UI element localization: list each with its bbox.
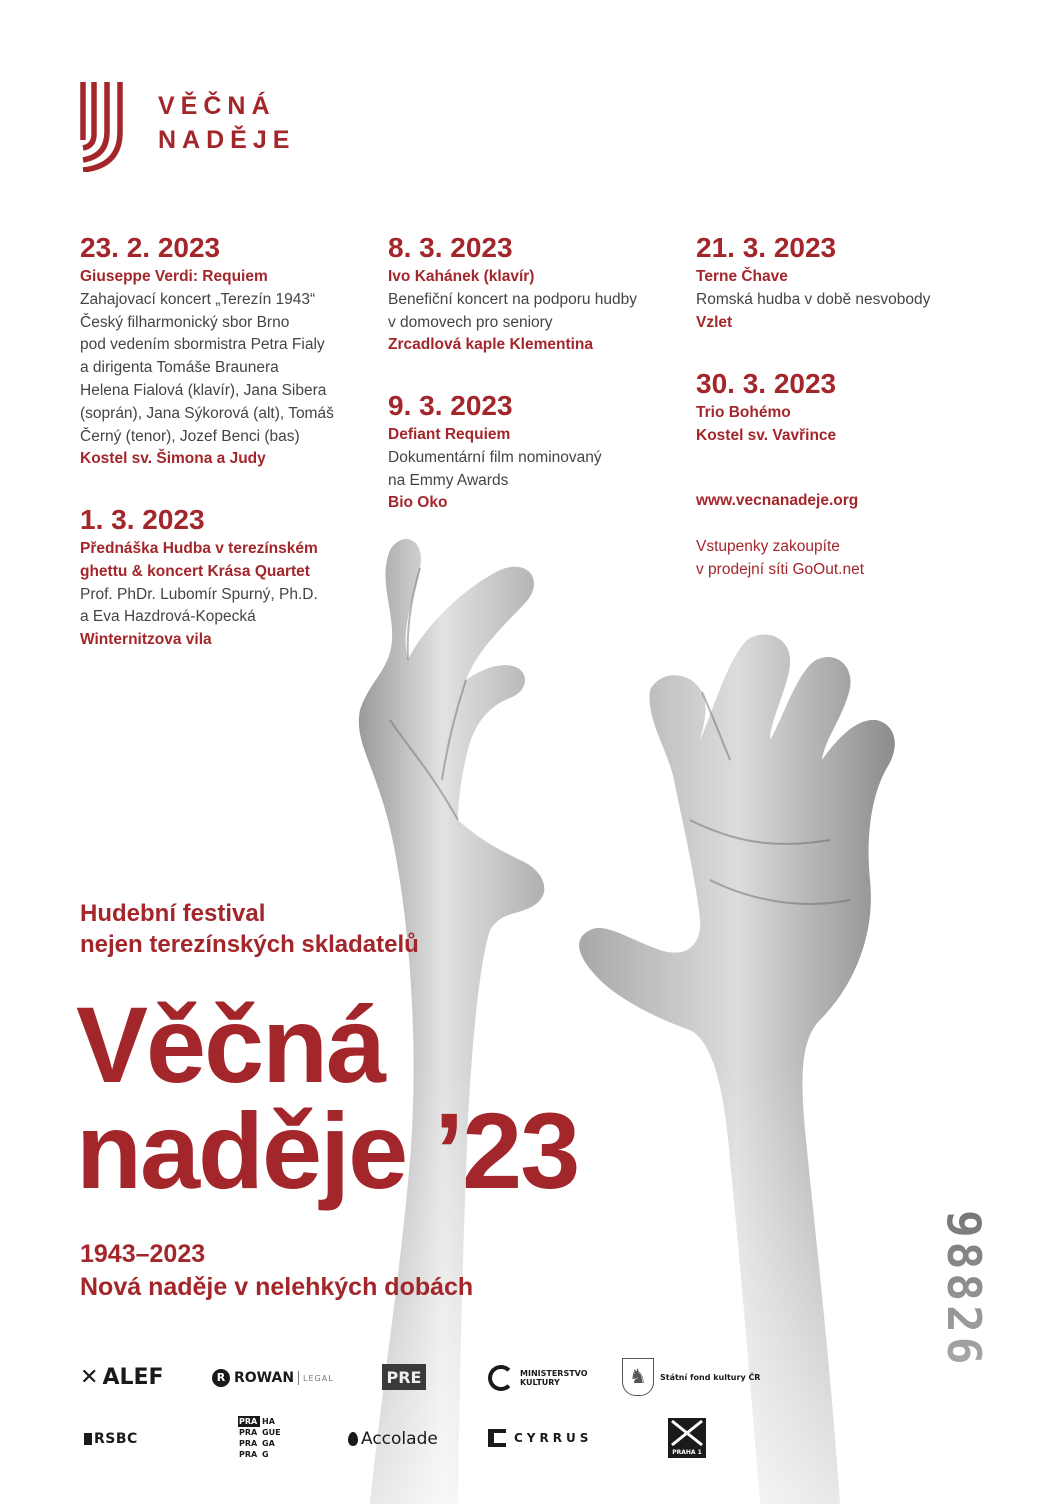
event-5 — [696, 232, 996, 334]
event-desc-line: Dokumentární film nominovaný — [388, 448, 602, 466]
event-date: 23. 2. 2023 — [80, 232, 221, 263]
sponsor-accolade — [348, 1428, 438, 1450]
logo-text-line1: VĚČNÁ — [158, 92, 276, 120]
event-3 — [388, 232, 688, 357]
years-range: 1943–2023 — [80, 1240, 206, 1268]
festival-title — [76, 984, 579, 1211]
sponsor-rowan — [212, 1364, 334, 1392]
rowan-divider — [298, 1371, 299, 1385]
event-date: 9. 3. 2023 — [388, 390, 513, 421]
sponsor-alef — [80, 1362, 164, 1392]
title-line1: Věčná — [76, 984, 385, 1105]
tickets-line: Vstupenky zakoupíte — [696, 538, 840, 555]
event-title: Giuseppe Verdi: Requiem — [80, 268, 268, 285]
ministerstvo-line1: MINISTERSTVO — [520, 1369, 588, 1378]
czech-lion-icon: ♞ — [622, 1358, 654, 1396]
event-title: Přednáška Hudba v terezínském — [80, 540, 318, 557]
accolade-label: Accolade — [361, 1429, 438, 1449]
ministerstvo-line2: KULTURY — [520, 1378, 560, 1387]
sponsor-cyrrus — [488, 1428, 592, 1448]
event-date: 8. 3. 2023 — [388, 232, 513, 263]
event-title: Ivo Kahánek (klavír) — [388, 268, 535, 285]
sponsor-prague-grid — [238, 1416, 282, 1462]
event-venue: Vzlet — [696, 313, 733, 331]
event-title: Terne Čhave — [696, 268, 788, 285]
subtitle-line1: Hudební festival — [80, 900, 266, 927]
event-desc-line: Helena Fialová (klavír), Jana Sibera — [80, 381, 327, 399]
event-desc-line: a dirigenta Tomáše Braunera — [80, 359, 279, 377]
logo-mark-icon — [80, 82, 134, 172]
festival-years — [80, 1238, 473, 1304]
event-date: 30. 3. 2023 — [696, 368, 837, 399]
rowan-circle-icon: R — [212, 1369, 230, 1387]
sfk-label: Státní fond kultury ČR — [660, 1372, 761, 1382]
event-date: 1. 3. 2023 — [80, 504, 205, 535]
accolade-drop-icon — [348, 1432, 358, 1446]
sponsor-rsbc — [84, 1430, 138, 1448]
event-venue: Zrcadlová kaple Klementina — [388, 336, 594, 354]
rsbc-label: RSBC — [94, 1431, 138, 1447]
sponsor-praha1 — [668, 1418, 706, 1458]
ministerstvo-c-icon — [488, 1365, 514, 1391]
event-title: ghettu & koncert Krása Quartet — [80, 562, 310, 580]
sponsor-ministerstvo — [488, 1362, 588, 1394]
praha1-label: PRAHA 1 — [672, 1449, 702, 1456]
event-desc-line: v domovech pro seniory — [388, 313, 553, 331]
event-date: 21. 3. 2023 — [696, 232, 837, 263]
rsbc-mark-icon — [84, 1433, 92, 1445]
event-venue: Bio Oko — [388, 494, 448, 512]
praha-grid-cell: G — [262, 1450, 269, 1459]
alef-label: ALEF — [102, 1364, 164, 1390]
sponsor-sfk — [622, 1356, 760, 1398]
website-link[interactable]: www.vecnanadeje.org — [696, 492, 859, 509]
pre-label: PRE — [386, 1367, 422, 1387]
event-desc-line: Prof. PhDr. Lubomír Spurný, Ph.D. — [80, 585, 318, 603]
event-desc-line: a Eva Hazdrová-Kopecká — [80, 608, 256, 626]
praha-grid-cell: PRA — [239, 1439, 258, 1448]
event-desc-line: (soprán), Jana Sýkorová (alt), Tomáš — [80, 404, 334, 422]
tickets-block — [696, 536, 996, 582]
event-title: Trio Bohémo — [696, 404, 791, 421]
sponsor-pre — [382, 1364, 426, 1390]
event-6 — [696, 368, 996, 448]
subtitle-line2: nejen terezínských skladatelů — [80, 931, 419, 958]
praha-grid-cell: PRA — [239, 1450, 258, 1459]
logo-text-line2: NADĚJE — [158, 126, 296, 154]
event-desc-line: Zahajovací koncert „Terezín 1943“ — [80, 290, 316, 308]
praha-grid-cell: PRA — [239, 1428, 258, 1437]
tickets-line: v prodejní síti GoOut.net — [696, 560, 865, 578]
event-venue: Winternitzova vila — [80, 631, 212, 649]
event-4 — [388, 390, 688, 515]
website-block — [696, 490, 996, 513]
cyrrus-mark-icon — [488, 1429, 506, 1447]
event-1 — [80, 232, 370, 471]
festival-logo — [80, 82, 320, 172]
event-title: Defiant Requiem — [388, 426, 511, 443]
event-desc-line: Černý (tenor), Jozef Benci (bas) — [80, 427, 300, 445]
cyrrus-label: CYRRUS — [514, 1431, 593, 1445]
event-desc-line: na Emmy Awards — [388, 471, 509, 489]
event-desc-line: Český filharmonický sbor Brno — [80, 313, 290, 331]
tagline: Nová naděje v nelehkých dobách — [80, 1273, 474, 1301]
event-venue: Kostel sv. Šimona a Judy — [80, 450, 266, 468]
event-desc-line: pod vedením sbormistra Petra Fialy — [80, 336, 325, 354]
title-line2: naděje ’23 — [76, 1090, 579, 1211]
praha-grid-cell: PRA — [238, 1416, 260, 1427]
alef-x-icon: ✕ — [80, 1364, 99, 1390]
event-venue: Kostel sv. Vavřince — [696, 426, 837, 444]
rowan-legal-label: LEGAL — [303, 1373, 334, 1383]
event-2 — [80, 504, 370, 652]
praha1-x-icon — [668, 1418, 706, 1448]
festival-subtitle — [80, 898, 419, 960]
praha-grid-cell: GA — [262, 1439, 275, 1448]
praha-grid-cell: HA — [262, 1417, 275, 1426]
event-desc-line: Benefiční koncert na podporu hudby — [388, 290, 638, 308]
praha-grid-cell: GUE — [262, 1428, 281, 1437]
event-desc-line: Romská hudba v době nesvobody — [696, 290, 931, 308]
rowan-label: ROWAN — [234, 1370, 295, 1386]
